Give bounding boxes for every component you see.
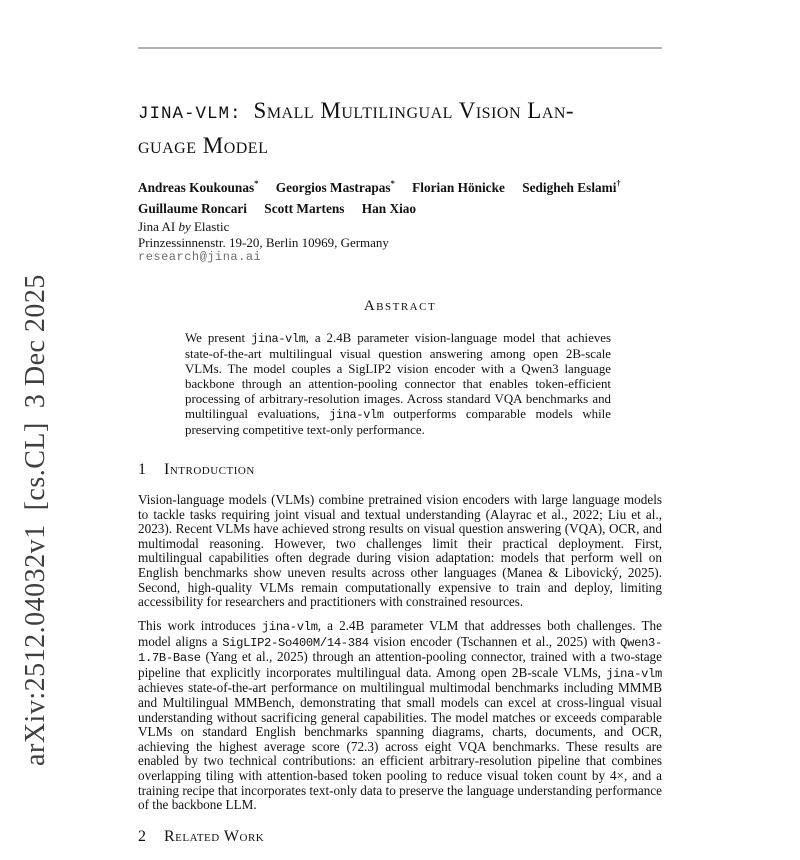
title-line1: Small Multilingual Vision Lan-	[253, 98, 575, 123]
author	[138, 180, 258, 195]
author-mark: *	[390, 178, 395, 188]
paper-title	[138, 95, 662, 162]
text-segment: vision encoder (Tschannen et al., 2025) with	[368, 633, 621, 649]
arxiv-id: arXiv:2512.04032v1	[20, 524, 51, 766]
authors-block	[138, 176, 662, 218]
abstract-heading: Abstract	[363, 298, 437, 314]
author-name: Sedigheh Eslami	[522, 180, 617, 196]
author-name: Han Xiao	[361, 201, 417, 217]
author-name: Andreas Koukounas	[138, 180, 255, 196]
intro-paragraph-2	[138, 619, 662, 813]
title-model-name-text: JINA-VLM	[138, 104, 231, 124]
title-line2: guage Model	[138, 133, 269, 158]
author	[362, 201, 416, 216]
affiliation-block	[138, 219, 662, 266]
affiliation-address: Prinzessinnenstr. 19-20, Berlin 10969, Germany	[138, 234, 389, 250]
text-segment: outperforms comparable models while preserving competitive text-only performance.	[185, 407, 611, 437]
author-mark: *	[254, 178, 259, 188]
text-segment: , a 2.4B parameter vision-language model that achieves state-of-the-art multilingual visual question answering among open 2B-scale VLMs. The model couples a SigLIP2 vision encoder with a Qwen3 language backbone through an attention-pooling connector that enables token-efficient processing of arbitrary-resolution images. Across standard VQA benchmarks and multilingual evaluations,	[185, 331, 612, 421]
text-segment: achieves state-of-the-art performance on multilingual multimodal benchmarks including MMMB and Multilingual MMBench, demonstrating that small models can excel at cross-lingual visual understanding without sacrificing general capabilities. The model matches or exceeds comparable VLMs on standard English benchmarks spanning diagrams, charts, documents, and OCR, achieving the highest average score (72.3) across eight VQA benchmarks. These results are enabled by two technical contributions: an efficient arbitrary-resolution pipeline that combines overlapping tiling with attention-based token pooling to reduce visual token count by 4×, and a training recipe that incorporates text-only data to preserve the language understanding performance of the backbone LLM.	[138, 680, 662, 813]
arxiv-date: 3 Dec 2025	[20, 274, 51, 409]
inline-code: jina-vlm	[606, 666, 662, 681]
affiliation-org-emph: by	[178, 219, 191, 234]
author-name: Scott Martens	[264, 201, 345, 217]
affiliation-org-post: Elastic	[190, 219, 230, 234]
author-name: Florian Hönicke	[412, 180, 505, 196]
authors-line-2	[138, 197, 662, 218]
section-label: Related Work	[164, 828, 265, 845]
title-model-name	[138, 104, 242, 124]
affiliation-org-pre: Jina AI	[138, 219, 179, 234]
author	[522, 180, 620, 195]
inline-code: SigLIP2-So400M/14-384	[222, 635, 369, 650]
inline-code: jina-vlm	[251, 332, 306, 346]
author	[138, 201, 247, 216]
author-name: Guillaume Roncari	[138, 201, 247, 217]
abstract-text	[185, 331, 611, 438]
text-segment: This work introduces	[138, 618, 262, 633]
text-segment: , a 2.4B parameter VLM that addresses both challenges. The model aligns a	[138, 618, 663, 649]
section-label: Introduction	[164, 461, 255, 478]
author	[412, 180, 505, 195]
intro-paragraph-1: Vision-language models (VLMs) combine pretrained vision encoders with large language models to tackle tasks requiring joint visual and textual understanding (Alayrac et al., 2022; Liu et al., 2023). Recent VLMs have achieved strong results on visual question answering (VQA), OCR, and multimodal reasoning. However, two challenges limit their practical deployment. First, multilingual capabilities often degrade during vision adaptation: models that perform well on English benchmarks show uneven results across other languages (Manea & Libovický, 2025). Second, high-quality VLMs remain computationally expensive to train and deploy, limiting accessibility for researchers and practitioners with constrained resources.	[138, 492, 662, 610]
inline-code: Qwen3-1.7B-Base	[138, 635, 662, 666]
section-number: 2	[138, 828, 146, 845]
affiliation-org	[138, 219, 662, 235]
section-number: 1	[138, 461, 146, 478]
section-heading-related-work	[138, 828, 662, 846]
inline-code: jina-vlm	[261, 620, 318, 634]
arxiv-category: [cs.CL]	[20, 422, 51, 511]
arxiv-watermark	[20, 274, 52, 766]
inline-code: jina-vlm	[329, 408, 384, 422]
author	[264, 201, 344, 216]
text-segment: We present	[185, 331, 252, 345]
header-rule	[138, 47, 662, 49]
affiliation-email: research@jina.ai	[138, 250, 262, 264]
author	[276, 180, 395, 195]
section-heading-introduction	[138, 461, 662, 479]
title-separator: :	[230, 104, 242, 124]
author-name: Georgios Mastrapas	[275, 180, 391, 196]
text-segment: (Yang et al., 2025) through an attention-pooling connector, trained with a two-stage pipeline that explicitly incorporates multilingual data. Among open 2B-scale VLMs,	[138, 649, 662, 680]
authors-line-1	[138, 176, 662, 197]
author-mark: †	[616, 178, 621, 188]
